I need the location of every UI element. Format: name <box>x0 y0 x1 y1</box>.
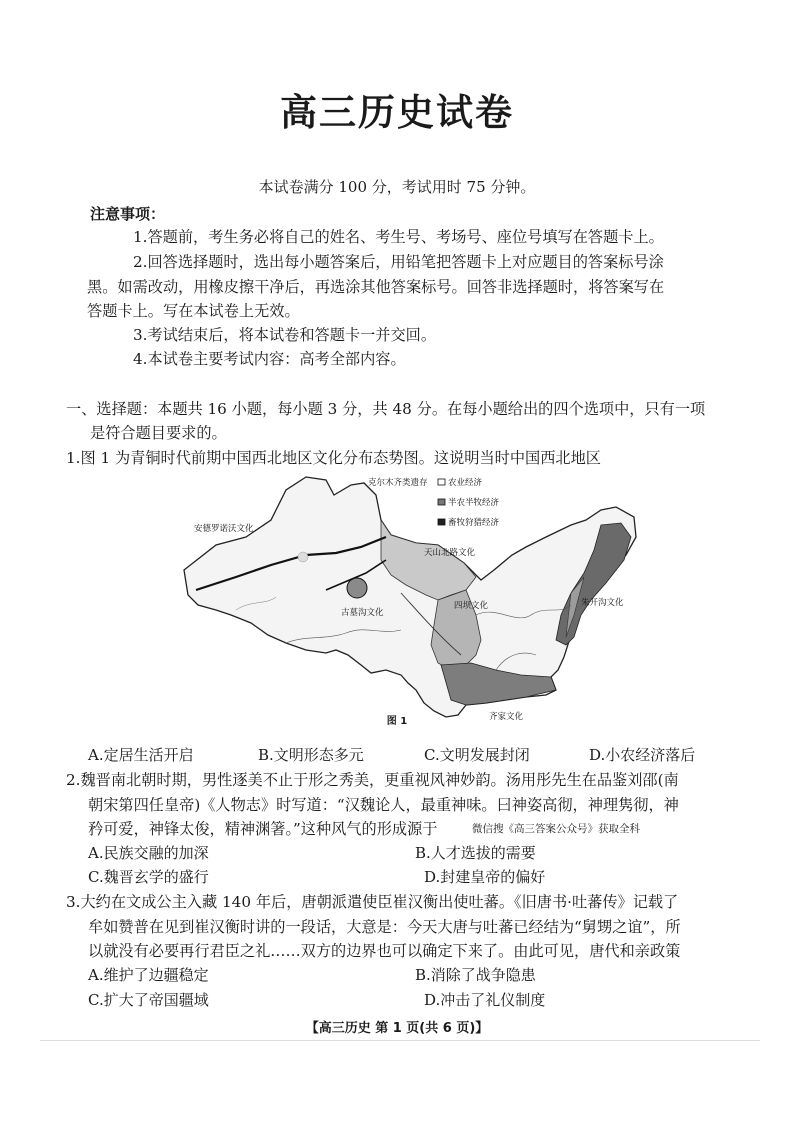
notice-line-1: 1.答题前，考生务必将自己的姓名、考生号、考场号、座位号填写在答题卡上。 <box>133 228 664 246</box>
question-2-line-1: 2.魏晋南北朝时期，男性逐美不止于形之秀美，更重视风神妙韵。汤用彤先生在品鉴刘邵(南 <box>66 771 679 789</box>
exam-info: 本试卷满分 100 分，考试用时 75 分钟。 <box>258 178 536 196</box>
notice-heading: 注意事项： <box>90 205 166 223</box>
notice-line-2: 2.回答选择题时，选出每小题答案后，用铅笔把答题卡上对应题目的答案标号涂 <box>133 253 664 271</box>
label-qijia: 齐家文化 <box>489 712 524 722</box>
question-1-stem: 1.图 1 为青铜时代前期中国西北地区文化分布态势图。这说明当时中国西北地区 <box>66 449 601 467</box>
question-3-line-1: 3.大约在文成公主入藏 140 年后，唐朝派遣使臣崔汉衡出使吐蕃。《旧唐书·吐蕃传》记载了 <box>66 893 679 911</box>
question-3-line-3: 以就没有必要再行君臣之礼……双方的边界也可以确定下来了。由此可见，唐代和亲政策 <box>88 942 681 960</box>
q2-option-b[interactable]: B.人才选拔的需要 <box>415 844 536 862</box>
label-andeluonuo: 安德罗诺沃文化 <box>194 524 254 534</box>
label-siba: 四坝文化 <box>454 601 489 611</box>
notice-line-5: 3.考试结束后，将本试卷和答题卡一并交回。 <box>133 326 437 344</box>
question-2-line-3: 矜可爱，神锋太俊，精神渊箸。”这种风气的形成源于 <box>88 820 438 838</box>
legend-semi-pastoral: 半农半牧经济 <box>448 498 500 508</box>
q2-option-d[interactable]: D.封建皇帝的偏好 <box>424 868 546 886</box>
q3-option-a[interactable]: A.维护了边疆稳定 <box>88 966 209 984</box>
notice-line-6: 4.本试卷主要考试内容：高考全部内容。 <box>133 350 406 368</box>
q3-option-b[interactable]: B.消除了战争隐患 <box>415 966 536 984</box>
figure-caption: 图 1 <box>386 716 408 727</box>
q3-option-c[interactable]: C.扩大了帝国疆域 <box>88 991 209 1009</box>
section-heading-cont: 是符合题目要求的。 <box>90 424 227 442</box>
label-keermuqi: 克尔木齐类遗存 <box>368 478 428 488</box>
q2-option-a[interactable]: A.民族交融的加深 <box>88 844 209 862</box>
label-zhukaigou: 朱开沟文化 <box>581 598 624 608</box>
footer-divider <box>40 1040 760 1041</box>
q1-option-b[interactable]: B.文明形态多元 <box>258 746 364 764</box>
question-3-line-2: 牟如赞普在见到崔汉衡时讲的一段话，大意是：今天大唐与吐蕃已经结为“舅甥之谊”，所 <box>88 918 681 936</box>
legend-agriculture: 农业经济 <box>448 478 483 488</box>
page-footer: 【高三历史 第 1 页(共 6 页)】 <box>305 1021 489 1036</box>
notice-line-3: 黑。如需改动，用橡皮擦干净后，再选涂其他答案标号。回答非选择题时，将答案写在 <box>87 278 665 296</box>
q3-option-d[interactable]: D.冲击了礼仪制度 <box>424 991 546 1009</box>
question-2-line-2: 朝宋第四任皇帝)《人物志》时写道：“汉魏论人，最重神味。曰神姿高彻，神理隽彻，神 <box>88 796 679 814</box>
q1-option-d[interactable]: D.小农经济落后 <box>589 746 696 764</box>
watermark-text: 微信搜《高三答案公众号》获取全科 <box>472 823 640 835</box>
figure-1-map <box>176 465 646 733</box>
label-gumugou: 古墓沟文化 <box>341 608 384 618</box>
q2-option-c[interactable]: C.魏晋玄学的盛行 <box>88 868 209 886</box>
q1-option-c[interactable]: C.文明发展封闭 <box>424 746 530 764</box>
legend-pastoral: 畜牧狩猎经济 <box>448 518 500 528</box>
label-tianshan: 天山北路文化 <box>424 548 476 558</box>
q1-option-a[interactable]: A.定居生活开启 <box>88 746 194 764</box>
page-title: 高三历史试卷 <box>280 91 514 134</box>
section-heading: 一、选择题：本题共 16 小题，每小题 3 分，共 48 分。在每小题给出的四个选项中，只有一项 <box>66 400 706 418</box>
notice-line-4: 答题卡上。写在本试卷上无效。 <box>87 302 300 320</box>
